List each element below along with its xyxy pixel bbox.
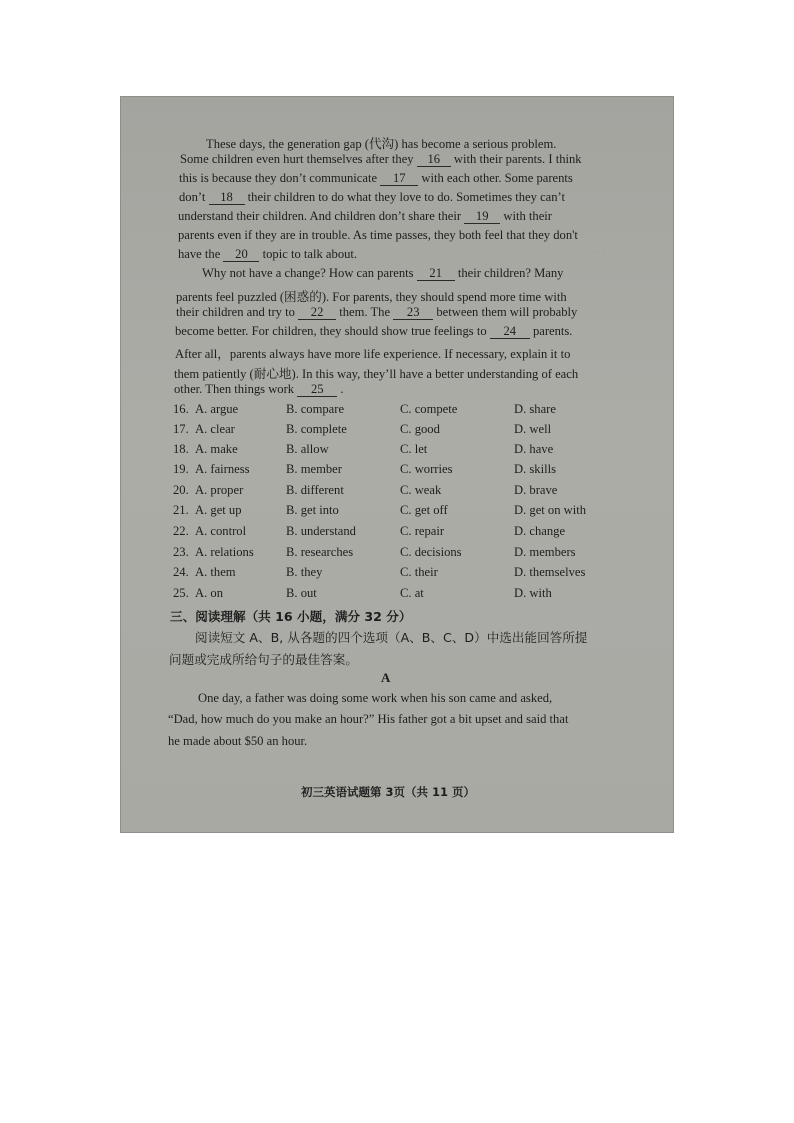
passage-line: them patiently (耐心地). In this way, they’ll have a better understanding of each — [174, 367, 579, 381]
blank-19: 19 — [464, 210, 500, 224]
bleed-through: · · · — [590, 246, 607, 258]
section-instructions: 问题或完成所给句子的最佳答案。 — [169, 652, 358, 667]
passage-line: parents even if they are in trouble. As time passes, they both feel that they don't — [178, 228, 578, 242]
blank-21: 21 — [417, 267, 455, 281]
blank-20: 20 — [223, 248, 259, 262]
passage-heading: A — [381, 670, 391, 685]
section-instructions: 阅读短文 A、B, 从各题的四个选项（A、B、C、D）中选出能回答所提 — [195, 630, 588, 645]
blank-22: 22 — [298, 306, 336, 320]
blank-23: 23 — [393, 306, 433, 320]
blank-24: 24 — [490, 325, 530, 339]
passage-line: These days, the generation gap (代沟) has become a serious problem. — [206, 137, 557, 151]
blank-18: 18 — [209, 191, 245, 205]
blank-25: 25 — [297, 383, 337, 397]
exam-paper: · · · These days, the generation gap (代沟) has become a serious problem. Some children even hurt themselves after they 16 with their parents. I think this is because they don’t communicate 17 with each other. Some parents don’t 18 their children to do what they love to do. Sometimes they can’t understand their children. And children don’t share their 19 with their parents even if they are in trouble. As time passes, they both feel that they don't have the 20 topic to talk about. Why not have a change? How can parents 21 their children? Many parents feel puzzled (困惑的). For parents, they should spend more time with their children and try to 22 them. The 23 between them will probably become better. For children, they should show true feelings to 24 parents. After all，parents always have more life experience. If necessary, explain it to them patiently (耐心地). In this way, they’ll have a better understanding of each other. Then things work 25 . 16. A. argue B. compare C. compete D. share 17. A. clear B. complete C. good D. well 18. A. make B. allow C. let D. have 19. A. fairness B. member C. worries D. skills 20. A. proper B. different C. weak D. brave 21. A. get up B. get into C. get off D. get on with 22. A. control B. understand C. repair D. change 23. A. relations B. researches C. decisions D. members 24. A. them B. they C. their D. themselves 25. A. on B. out C. at D. with 三、阅读理解（共 16 小题，满分 32 分） 阅读短文 A、B, 从各题的四个选项（A、B、C、D）中选出能回答所提 问题或完成所给句子的最佳答案。 A One day, a father was doing some work when his son came and asked, “Dad, how much do you make an hour?” His father got a bit upset and said that he made about $50 an hour. 初三英语试题第 3页（共 11 页） — [120, 96, 674, 833]
passage-line: he made about $50 an hour. — [168, 734, 308, 748]
passage-line: “Dad, how much do you make an hour?” His father got a bit upset and said that — [168, 712, 569, 726]
page-footer: 初三英语试题第 3页（共 11 页） — [301, 785, 476, 799]
passage-line: their children and try to 22 them. The 23 between them will probably — [176, 305, 578, 319]
blank-17: 17 — [380, 172, 418, 186]
exam-page-photo — [120, 96, 674, 833]
passage-line: parents feel puzzled (困惑的). For parents, they should spend more time with — [176, 290, 567, 304]
blank-16: 16 — [417, 153, 451, 167]
passage-line: Why not have a change? How can parents 21 their children? Many — [202, 266, 564, 280]
passage-line: Some children even hurt themselves after they 16 with their parents. I think — [180, 152, 582, 166]
passage-line: don’t 18 their children to do what they love to do. Sometimes they can’t — [179, 190, 566, 204]
passage-line: become better. For children, they should show true feelings to 24 parents. — [175, 324, 573, 338]
passage-line: One day, a father was doing some work when his son came and asked, — [198, 691, 553, 705]
passage-line: understand their children. And children don’t share their 19 with their — [178, 209, 552, 223]
passage-line: have the 20 topic to talk about. — [178, 247, 358, 261]
passage-line: this is because they don’t communicate 17 with each other. Some parents — [179, 171, 573, 185]
passage-line: After all，parents always have more life experience. If necessary, explain it to — [175, 347, 571, 361]
section-title: 三、阅读理解（共 16 小题，满分 32 分） — [170, 609, 412, 624]
passage-line: other. Then things work 25 . — [174, 382, 344, 396]
